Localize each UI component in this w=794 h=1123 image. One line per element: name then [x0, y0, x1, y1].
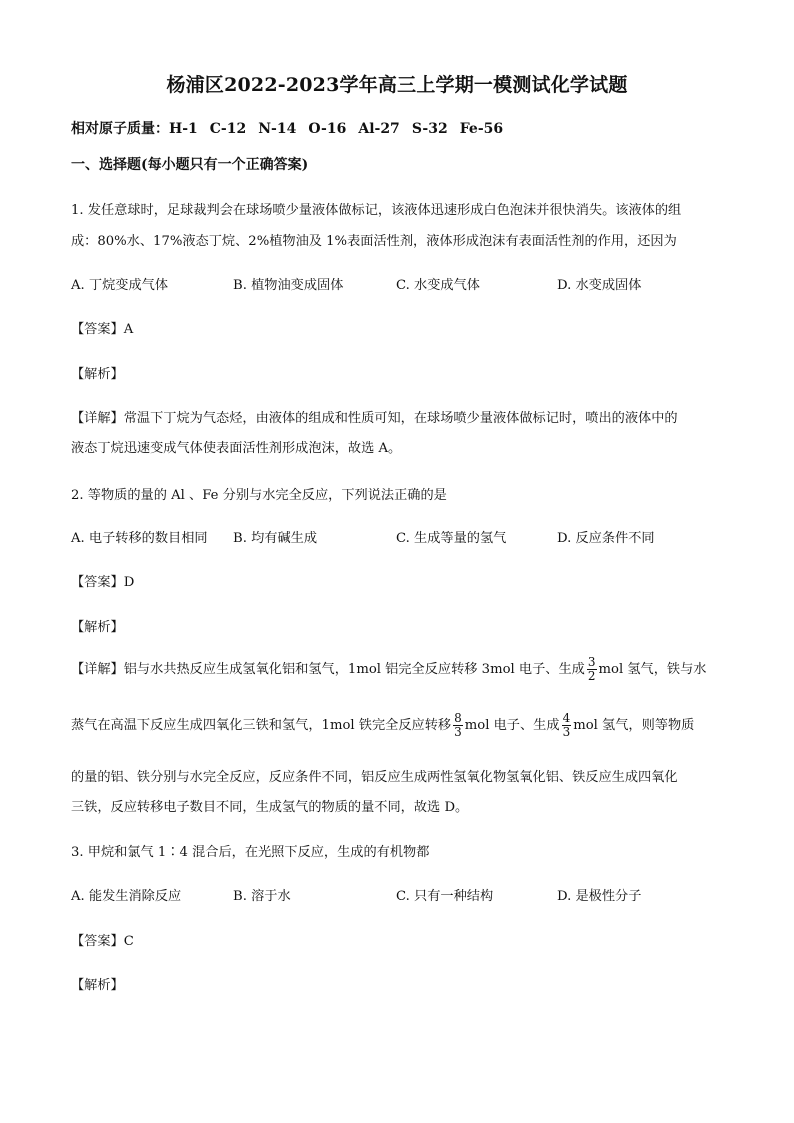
atomic-mass-item: Al-27 — [358, 121, 400, 137]
fraction-numerator: 8 — [454, 711, 462, 725]
q1-analysis-label: 【解析】 — [71, 367, 124, 382]
q1-answer: 【答案】A — [71, 322, 134, 337]
q3-analysis-label: 【解析】 — [71, 978, 124, 993]
fraction-four-thirds — [562, 712, 572, 739]
fraction-denominator: 3 — [562, 725, 571, 739]
fraction-three-halves — [587, 656, 597, 683]
q3-answer: 【答案】C — [71, 934, 134, 949]
atomic-mass-item: H-1 — [169, 121, 198, 137]
q2-option-d: D. 反应条件不同 — [557, 531, 655, 546]
q2-detail-line2 — [71, 712, 694, 739]
atomic-mass-item: O-16 — [308, 121, 347, 137]
q2-detail-line4: 三铁，反应转移电子数目不同，生成氢气的物质的量不同，故选 D。 — [71, 800, 469, 815]
atomic-mass-label: 相对原子质量： — [71, 121, 169, 137]
q1-option-b: B. 植物油变成固体 — [233, 278, 344, 293]
fraction-numerator: 3 — [587, 655, 596, 669]
q2-detail-line1-tail: mol 氢气，铁与水 — [598, 662, 707, 677]
q3-stem: 3. 甲烷和氯气 1∶4 混合后，在光照下反应，生成的有机物都 — [71, 845, 430, 860]
atomic-mass-item: N-14 — [258, 121, 297, 137]
fraction-denominator: 3 — [454, 725, 462, 739]
q1-detail-line2: 液态丁烷迅速变成气体使表面活性剂形成泡沫，故选 A。 — [71, 441, 402, 456]
q3-option-b: B. 溶于水 — [233, 889, 291, 904]
fraction-numerator: 4 — [562, 711, 571, 725]
q2-detail-line2-text: 蒸气在高温下反应生成四氧化三铁和氢气，1mol 铁完全反应转移 — [71, 718, 452, 733]
q1-stem-line2: 成：80%水、17%液态丁烷、2%植物油及 1%表面活性剂，液体形成泡沫有表面活性剂的作用，还因为 — [71, 234, 677, 249]
q3-option-c: C. 只有一种结构 — [396, 889, 494, 904]
q2-detail-line2-mid: mol 电子、生成 — [464, 718, 560, 733]
q2-option-a: A. 电子转移的数目相同 — [71, 531, 208, 546]
q2-answer: 【答案】D — [71, 575, 135, 590]
atomic-mass-item: Fe-56 — [459, 121, 504, 137]
atomic-mass-item: S-32 — [411, 121, 448, 137]
q1-stem-line1: 1. 发任意球时，足球裁判会在球场喷少量液体做标记，该液体迅速形成白色泡沫并很快消失。该液体的组 — [71, 203, 682, 218]
q2-option-c: C. 生成等量的氢气 — [396, 531, 507, 546]
section-heading: 一、选择题(每小题只有一个正确答案) — [71, 157, 309, 173]
q3-option-d: D. 是极性分子 — [557, 889, 642, 904]
q3-option-a: A. 能发生消除反应 — [71, 889, 182, 904]
q2-detail-line2-tail: mol 氢气，则等物质 — [573, 718, 695, 733]
q2-detail-line3: 的量的铝、铁分别与水完全反应，反应条件不同，铝反应生成两性氢氧化物氢氧化铝、铁反应生成四氧化 — [71, 770, 678, 785]
atomic-mass-line — [71, 118, 515, 138]
q2-detail-line1-text: 【详解】铝与水共热反应生成氢氧化铝和氢气，1mol 铝完全反应转移 3mol 电子、生成 — [71, 662, 585, 677]
q2-analysis-label: 【解析】 — [71, 620, 124, 635]
q1-option-a: A. 丁烷变成气体 — [71, 278, 169, 293]
fraction-eight-thirds — [453, 712, 463, 739]
q1-detail-line1: 【详解】常温下丁烷为气态烃，由液体的组成和性质可知，在球场喷少量液体做标记时，喷出的液体中的 — [71, 411, 678, 426]
fraction-denominator: 2 — [587, 669, 596, 683]
q1-option-d: D. 水变成固体 — [557, 278, 642, 293]
atomic-mass-item: C-12 — [209, 121, 247, 137]
q1-option-c: C. 水变成气体 — [396, 278, 480, 293]
page-title: 杨浦区2022-2023学年高三上学期一模测试化学试题 — [166, 74, 628, 96]
q2-detail-line1 — [71, 656, 707, 683]
q2-stem: 2. 等物质的量的 Al 、Fe 分别与水完全反应，下列说法正确的是 — [71, 488, 447, 503]
q2-option-b: B. 均有碱生成 — [233, 531, 318, 546]
